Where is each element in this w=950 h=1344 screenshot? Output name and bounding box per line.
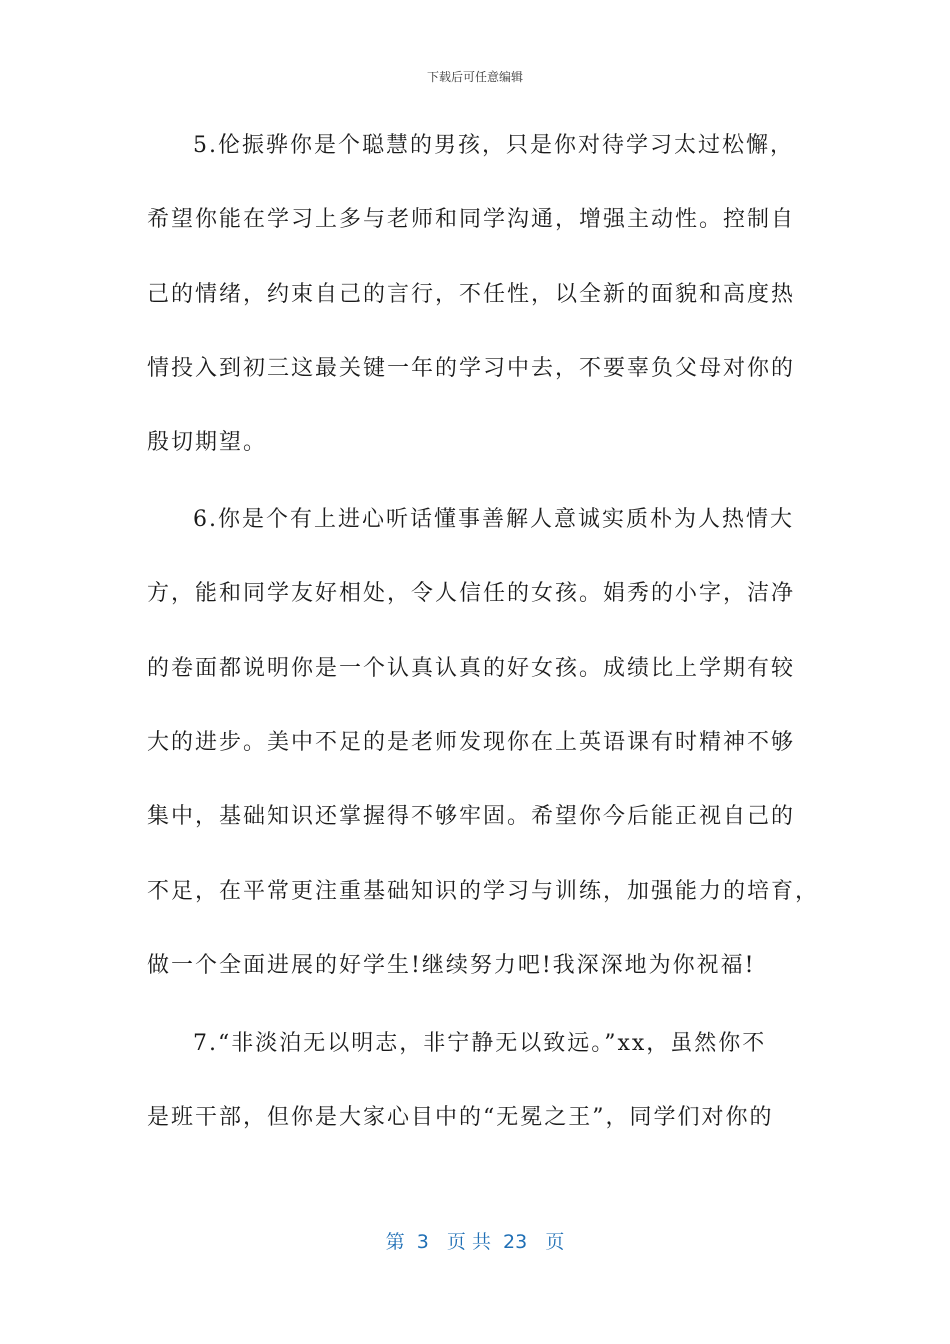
paragraph-7-line-1: 7.“非淡泊无以明志，非宁静无以致远。”xx，虽然你不	[193, 1031, 767, 1056]
paragraph-5-line-4: 情投入到初三这最关键一年的学习中去，不要辜负父母对你的	[147, 356, 796, 381]
paragraph-6-line-5: 集中，基础知识还掌握得不够牢固。希望你今后能正视自己的	[147, 804, 796, 829]
paragraph-5-line-2: 希望你能在学习上多与老师和同学沟通，增强主动性。控制自	[147, 207, 796, 232]
page-header-note: 下载后可任意编辑	[426, 70, 523, 84]
paragraph-6-line-4: 大的进步。美中不足的是老师发现你在上英语课有时精神不够	[147, 730, 796, 755]
paragraph-6-line-6: 不足，在平常更注重基础知识的学习与训练，加强能力的培育，	[147, 879, 820, 904]
paragraph-6-line-3: 的卷面都说明你是一个认真认真的好女孩。成绩比上学期有较	[147, 656, 796, 681]
paragraph-6-line-2: 方，能和同学友好相处，令人信任的女孩。娟秀的小字，洁净	[147, 581, 796, 606]
page-number-footer: 第 3 页 共 23 页	[385, 1231, 565, 1253]
paragraph-5-line-5: 殷切期望。	[147, 430, 268, 455]
paragraph-6-line-7: 做一个全面进展的好学生!继续努力吧!我深深地为你祝福!	[147, 953, 756, 978]
paragraph-5-line-3: 己的情绪，约束自己的言行，不任性，以全新的面貌和高度热	[147, 282, 796, 307]
paragraph-7-line-2: 是班干部，但你是大家心目中的“无冕之王”，同学们对你的	[147, 1105, 774, 1130]
paragraph-5-line-1: 5.伦振骅你是个聪慧的男孩，只是你对待学习太过松懈，	[193, 133, 794, 158]
paragraph-6-line-1: 6.你是个有上进心听话懂事善解人意诚实质朴为人热情大	[193, 507, 794, 532]
